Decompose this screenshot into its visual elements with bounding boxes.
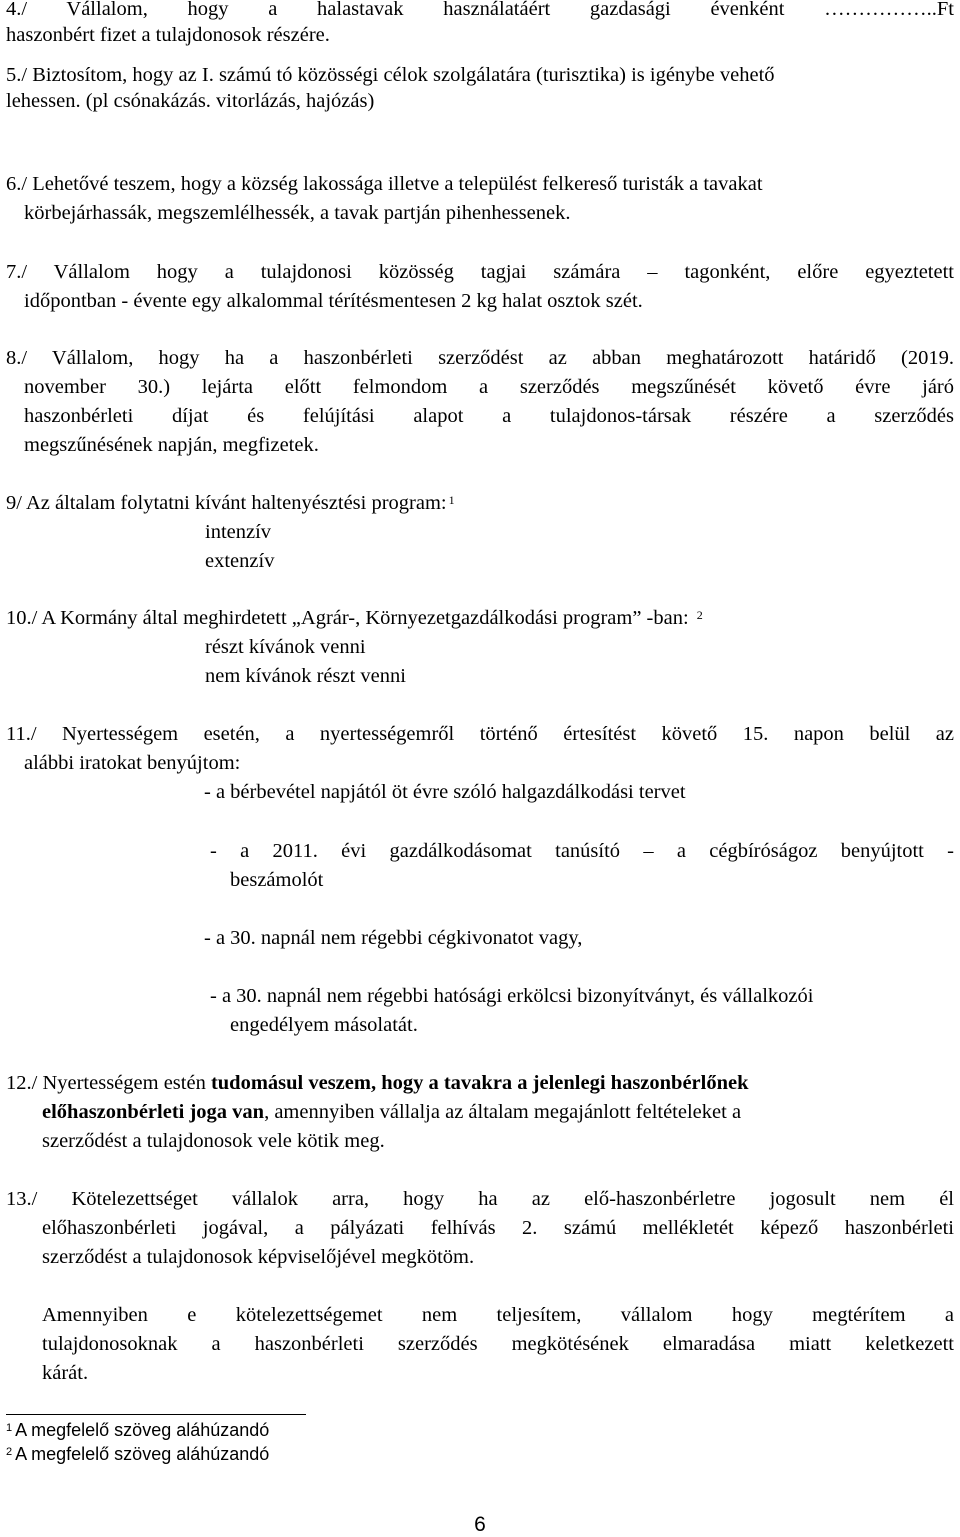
item-11-document-1: - a bérbevétel napjától öt évre szóló halgazdálkodási tervet (204, 781, 686, 803)
closing-paragraph-line-1: Amennyiben e kötelezettségemet nem teljesítem, vállalom hogy megtérítem a (42, 1304, 954, 1326)
item-12-line-3: szerződést a tulajdonosok vele kötik meg. (42, 1130, 385, 1152)
item-8-line-4: megszűnésének napján, megfizetek. (24, 434, 319, 456)
item-11-document-4-line-1: - a 30. napnál nem régebbi hatósági erkölcsi bizonyítványt, és vállalkozói (210, 985, 814, 1007)
item-8-line-3: haszonbérleti díjat és felújítási alapot a tulajdonos-társak részére a szerződés (24, 405, 954, 427)
footnote-1-number: 1 (6, 1422, 13, 1434)
item-9-title-text: 9/ Az általam folytatni kívánt haltenyésztési program: (6, 492, 447, 514)
footnote-2-text: A megfelelő szöveg aláhúzandó (15, 1444, 270, 1464)
item-7-line-1: 7./ Vállalom hogy a tulajdonosi közösség tagjai számára – tagonként, előre egyeztetett (6, 261, 954, 283)
item-10-title (6, 606, 703, 630)
item-5-line-1: 5./ Biztosítom, hogy az I. számú tó közösségi célok szolgálatára (turisztika) is igénybe vehető (6, 64, 775, 86)
item-11-document-3: - a 30. napnál nem régebbi cégkivonatot vagy, (204, 927, 583, 949)
item-11-document-2-line-1: - a 2011. évi gazdálkodásomat tanúsító – a cégbíróságoz benyújtott - (210, 840, 954, 862)
item-12-line-1-text: 12./ Nyertességem estén (6, 1072, 211, 1094)
footnote-1-text: A megfelelő szöveg aláhúzandó (15, 1420, 270, 1440)
item-11-line-2: alábbi iratokat benyújtom: (24, 752, 241, 774)
item-13-line-2: előhaszonbérleti jogával, a pályázati felhívás 2. számú mellékletét képező haszonbérleti (42, 1217, 954, 1239)
closing-paragraph-line-3: kárát. (42, 1362, 89, 1384)
item-10-title-text: 10./ A Kormány által meghirdetett „Agrár-, Környezetgazdálkodási program” -ban: (6, 607, 689, 629)
item-13-line-3: szerződést a tulajdonosok képviselőjével megkötöm. (42, 1246, 475, 1268)
footnote-ref-1: 1 (448, 493, 455, 507)
item-8-line-2: november 30.) lejárta előtt felmondom a szerződés megszűnését követő évre járó (24, 376, 954, 398)
item-11-document-4-line-2: engedélyem másolatát. (230, 1014, 418, 1036)
item-9-option-intensive: intenzív (205, 521, 272, 543)
item-10-option-yes: részt kívánok venni (205, 636, 366, 658)
footnote-1 (6, 1419, 269, 1441)
item-8-line-1: 8./ Vállalom, hogy ha a haszonbérleti szerződést az abban meghatározott határidő (2019. (6, 347, 954, 369)
page-number: 6 (474, 1513, 486, 1536)
item-13-line-1: 13./ Kötelezettséget vállalok arra, hogy ha az elő-haszonbérletre jogosult nem él (6, 1188, 954, 1210)
item-9-title (6, 491, 455, 515)
footnote-separator (6, 1414, 306, 1415)
item-12-line-1-bold: tudomásul veszem, hogy a tavakra a jelenlegi haszonbérlőnek (210, 1072, 749, 1094)
item-4-line-1: 4./ Vállalom, hogy a halastavak használatáért gazdasági évenként ……………..Ft (6, 0, 954, 20)
item-9-option-extensive: extenzív (205, 550, 275, 572)
footnote-ref-2: 2 (696, 608, 703, 622)
item-12-line-2-bold: előhaszonbérleti joga van (42, 1101, 265, 1123)
item-4-line-2: haszonbért fizet a tulajdonosok részére. (6, 24, 330, 46)
item-7-line-2: időpontban - évente egy alkalommal térítésmentesen 2 kg halat osztok szét. (24, 290, 643, 312)
item-11-line-1: 11./ Nyertességem esetén, a nyertességemről történő értesítést követő 15. napon belül az (6, 723, 954, 745)
item-10-option-no: nem kívánok részt venni (205, 665, 406, 687)
item-12-line-1 (6, 1071, 749, 1095)
footnote-2-number: 2 (6, 1446, 13, 1458)
item-12-line-2 (42, 1100, 741, 1124)
footnote-2 (6, 1443, 269, 1465)
item-6-line-1: 6./ Lehetővé teszem, hogy a község lakossága illetve a települést felkereső turisták a tavakat (6, 173, 763, 195)
item-11-document-2-line-2: beszámolót (230, 869, 324, 891)
item-12-line-2-text: , amennyiben vállalja az általam megajánlott feltételeket a (264, 1101, 742, 1123)
item-5-line-2: lehessen. (pl csónakázás. vitorlázás, hajózás) (6, 90, 375, 112)
closing-paragraph-line-2: tulajdonosoknak a haszonbérleti szerződés megkötésének elmaradása miatt keletkezett (42, 1333, 954, 1355)
item-6-line-2: körbejárhassák, megszemlélhessék, a tavak partján pihenhessenek. (24, 202, 571, 224)
